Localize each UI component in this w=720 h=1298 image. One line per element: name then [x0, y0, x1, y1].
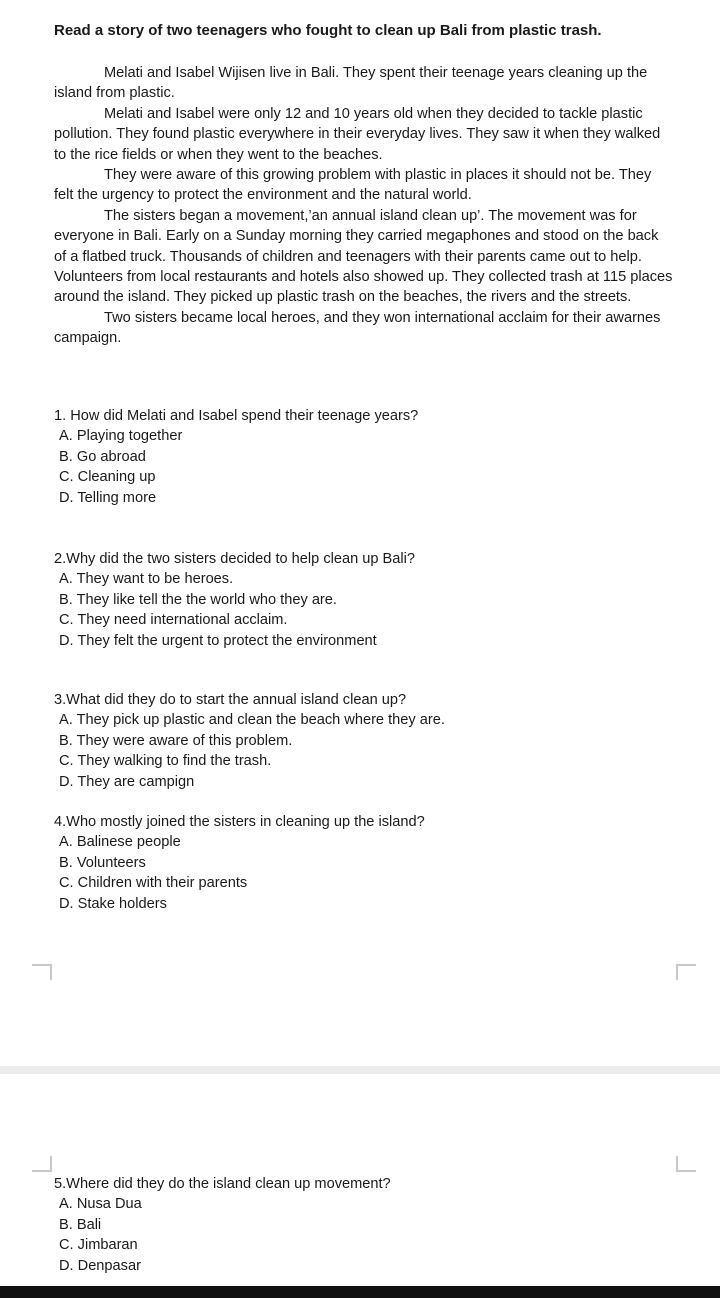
answer-option: C. They need international acclaim.	[59, 612, 288, 629]
answer-option: B. Volunteers	[59, 854, 146, 871]
answer-option: B. Go abroad	[59, 448, 146, 465]
answer-option: A. Balinese people	[59, 834, 181, 851]
question-stem: 2.Why did the two sisters decided to help clean up Bali?	[54, 551, 415, 567]
question-2	[54, 549, 415, 651]
answer-option: A. They want to be heroes.	[59, 571, 234, 588]
document-page-2	[0, 1074, 720, 1286]
passage-paragraph: They were aware of this growing problem with plastic in places it should not be. They felt the urgency to protect the environment and the natural world.	[54, 167, 652, 204]
page-separator	[0, 1066, 720, 1074]
screen-bottom-bar	[0, 1286, 720, 1298]
answer-option: C. They walking to find the trash.	[59, 753, 272, 770]
question-stem: 3.What did they do to start the annual island clean up?	[54, 692, 407, 708]
page-crop-mark	[32, 964, 52, 980]
page-crop-mark	[676, 964, 696, 980]
answer-option: B. They like tell the the world who they are.	[59, 591, 337, 608]
passage-paragraph: Melati and Isabel Wijisen live in Bali. They spent their teenage years cleaning up the island from plastic.	[54, 65, 648, 102]
reading-passage	[54, 63, 674, 349]
passage-paragraph: Two sisters became local heroes, and they won international acclaim for their awarnes campaign.	[54, 309, 661, 347]
answer-option: D. They felt the urgent to protect the environment	[59, 632, 377, 649]
answer-option: C. Children with their parents	[59, 875, 248, 892]
question-3	[54, 690, 445, 792]
page-crop-mark	[676, 1156, 696, 1172]
passage-paragraph: The sisters began a movement,’an annual island clean up’. The movement was for everyone in Bali. Early on a Sunday morning they carried megaphones and stood on the back of a flatbed truck. Thousands of children and teenagers with their parents came out to help. Volunteers from local restaurants and hotels also showed up. They collected trash at 115 places around the island. They picked up plastic trash on the beaches, the rivers and the streets.	[54, 207, 673, 306]
answer-option: B. They were aware of this problem.	[59, 732, 293, 749]
answer-option: D. Stake holders	[59, 895, 167, 912]
answer-option: A. Playing together	[59, 428, 183, 445]
page-crop-mark	[32, 1156, 52, 1172]
answer-option: B. Bali	[59, 1216, 102, 1233]
answer-option: C. Jimbaran	[59, 1237, 138, 1254]
question-1	[54, 406, 418, 508]
passage-paragraph: Melati and Isabel were only 12 and 10 years old when they decided to tackle plastic pollution. They found plastic everywhere in their everyday lives. They saw it when they walked to the rice fields or when they went to the beaches.	[54, 105, 661, 163]
answer-option: D. They are campign	[59, 773, 195, 790]
answer-option: A. They pick up plastic and clean the beach where they are.	[59, 712, 445, 729]
question-4	[54, 812, 425, 914]
answer-option: D. Telling more	[59, 489, 157, 506]
question-stem: 5.Where did they do the island clean up movement?	[54, 1176, 391, 1192]
answer-option: D. Denpasar	[59, 1257, 141, 1274]
question-stem: 4.Who mostly joined the sisters in cleaning up the island?	[54, 814, 425, 830]
worksheet-title: Read a story of two teenagers who fought to clean up Bali from plastic trash.	[54, 22, 602, 39]
question-stem: 1. How did Melati and Isabel spend their teenage years?	[54, 408, 419, 424]
answer-option: A. Nusa Dua	[59, 1196, 142, 1213]
question-5	[54, 1174, 391, 1276]
answer-option: C. Cleaning up	[59, 469, 156, 486]
